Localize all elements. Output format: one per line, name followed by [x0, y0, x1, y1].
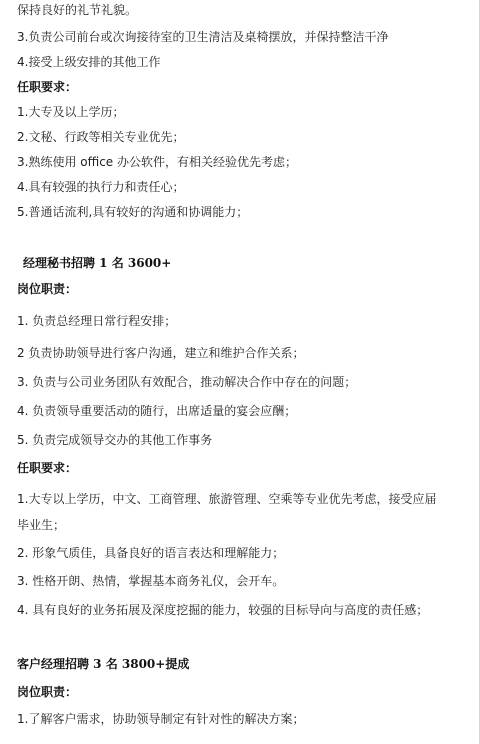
text-line: 2 负责协助领导进行客户沟通，建立和维护合作关系； [17, 346, 305, 360]
text-line: 3.负责公司前台或次询接待室的卫生清洁及桌椅摆放，并保持整洁干净 [17, 30, 389, 44]
text-line: 1.大专及以上学历； [17, 105, 125, 119]
text-line: 保持良好的礼节礼貌。 [17, 3, 138, 17]
text-line: 4. 负责领导重要活动的随行，出席适量的宴会应酬； [17, 404, 297, 418]
text-line: 1.大专以上学历，中文、工商管理、旅游管理、空乘等专业优先考虑，接受应届 [17, 492, 437, 506]
text-line: 4. 具有良好的业务拓展及深度挖掘的能力，较强的目标导向与高度的责任感； [17, 603, 429, 617]
job-title: 客户经理招聘 3 名 3800+提成 [17, 657, 190, 671]
text-line: 2.文秘、行政等相关专业优先； [17, 130, 185, 144]
section-heading: 岗位职责： [17, 685, 78, 699]
text-line: 1.了解客户需求，协助领导制定有针对性的解决方案； [17, 712, 305, 726]
section-heading: 岗位职责： [17, 282, 78, 296]
text-line: 2. 形象气质佳，具备良好的语言表达和理解能力； [17, 546, 285, 560]
text-line: 3. 负责与公司业务团队有效配合，推动解决合作中存在的问题； [17, 375, 357, 389]
text-line: 3.熟练使用 office 办公软件，有相关经验优先考虑； [17, 155, 298, 169]
job-title: 经理秘书招聘 1 名 3600+ [23, 256, 172, 270]
text-line: 毕业生； [17, 518, 66, 532]
text-line: 5. 负责完成领导交办的其他工作事务 [17, 433, 213, 447]
text-line: 1. 负责总经理日常行程安排； [17, 314, 177, 328]
section-heading: 任职要求： [17, 80, 78, 94]
section-heading: 任职要求： [17, 461, 78, 475]
text-line: 4.具有较强的执行力和责任心； [17, 180, 185, 194]
text-line: 3. 性格开朗、热情，掌握基本商务礼仪，会开车。 [17, 574, 285, 588]
text-line: 5.普通话流利,具有较好的沟通和协调能力； [17, 205, 249, 219]
text-line: 4.接受上级安排的其他工作 [17, 55, 161, 69]
